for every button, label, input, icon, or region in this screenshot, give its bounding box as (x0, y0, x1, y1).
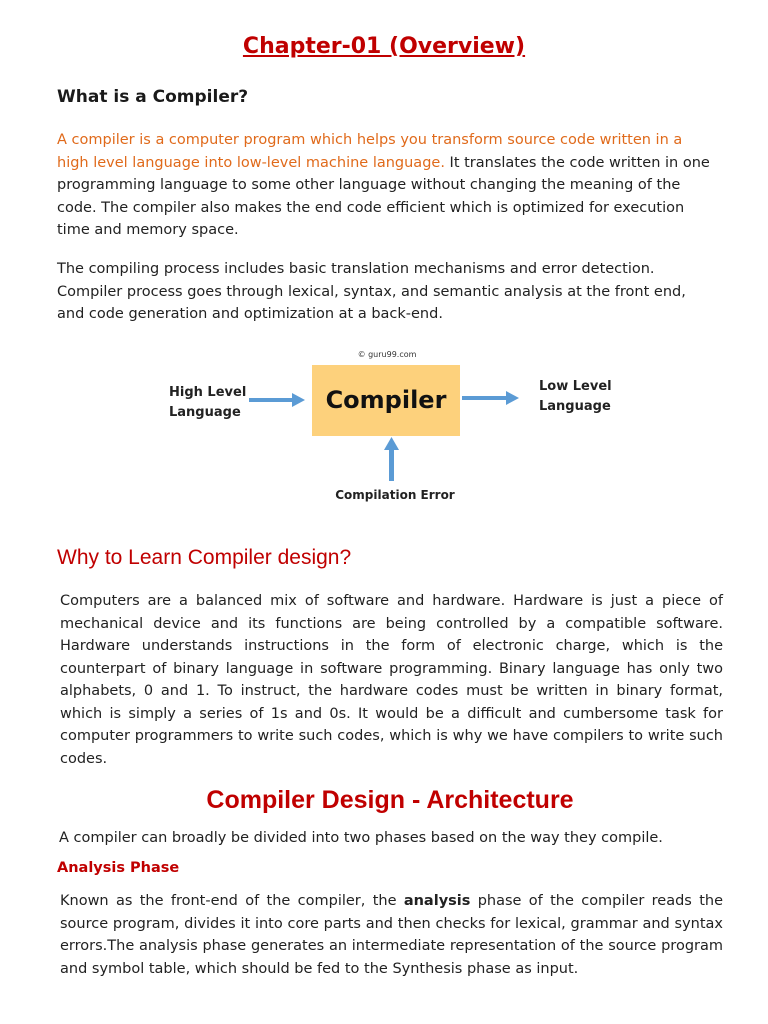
phases-intro-paragraph: A compiler can broadly be divided into two phases based on the way they compile. (59, 830, 663, 846)
why-learn-paragraph: Computers are a balanced mix of software and hardware. Hardware is just a piece of mechanical device and its functions are being controlled by a compatible software. Hardware understands instructions in the form of electronic charge, which is the counterpart of binary language in software programming. Binary language has only two alphabets, 0 and 1. To instruct, the hardware codes must be written in binary format, which is simply a series of 1s and 0s. It would be a difficult and cumbersome task for computer programmers to write such codes, which is why we have compilers to write such codes. (60, 593, 723, 767)
compiling-process-paragraph: The compiling process includes basic translation mechanisms and error detection. Compiler process goes through lexical, syntax, and semantic analysis at the front end, and code generation and optimization at a back-end. (57, 261, 686, 322)
compiler-definition-paragraph (57, 129, 717, 242)
compiler-box-label: Compiler (325, 386, 447, 414)
input-label-line2: Language (169, 405, 241, 420)
input-arrow (249, 393, 305, 407)
architecture-heading: Compiler Design - Architecture (206, 786, 574, 814)
why-learn-heading: Why to Learn Compiler design? (57, 546, 352, 569)
analysis-bold-word: analysis (403, 893, 471, 909)
compiler-diagram (150, 340, 630, 510)
page-title: Chapter-01 (Overview) (242, 34, 526, 59)
question-heading: What is a Compiler? (57, 87, 249, 107)
compilation-error-label: Compilation Error (335, 488, 455, 502)
analysis-text-before: Known as the front-end of the compiler, the (60, 893, 404, 909)
definition-rest: It translates the code written in one programming language to some other language without changing the meaning of the code. The compiler also makes the end code efficient which is optimized for execution time and memory space. (57, 154, 710, 238)
error-arrow (384, 437, 399, 481)
output-label-line1: Low Level (539, 379, 612, 394)
analysis-text-after: phase of the compiler reads the source program, divides it into core parts and then checks for lexical, grammar and syntax errors.The analysis phase generates an intermediate representation of the source program and symbol table, which should be fed to the Synthesis phase as input. (60, 893, 723, 977)
diagram-watermark: © guru99.com (357, 350, 417, 359)
definition-highlight: A compiler is a computer program which helps you transform source code written in a high level language into low-level machine language. (57, 132, 683, 171)
analysis-phase-paragraph (60, 890, 723, 980)
output-arrow (462, 391, 519, 405)
output-label-line2: Language (539, 399, 611, 414)
analysis-phase-heading: Analysis Phase (57, 860, 180, 876)
input-label-line1: High Level (169, 385, 247, 400)
